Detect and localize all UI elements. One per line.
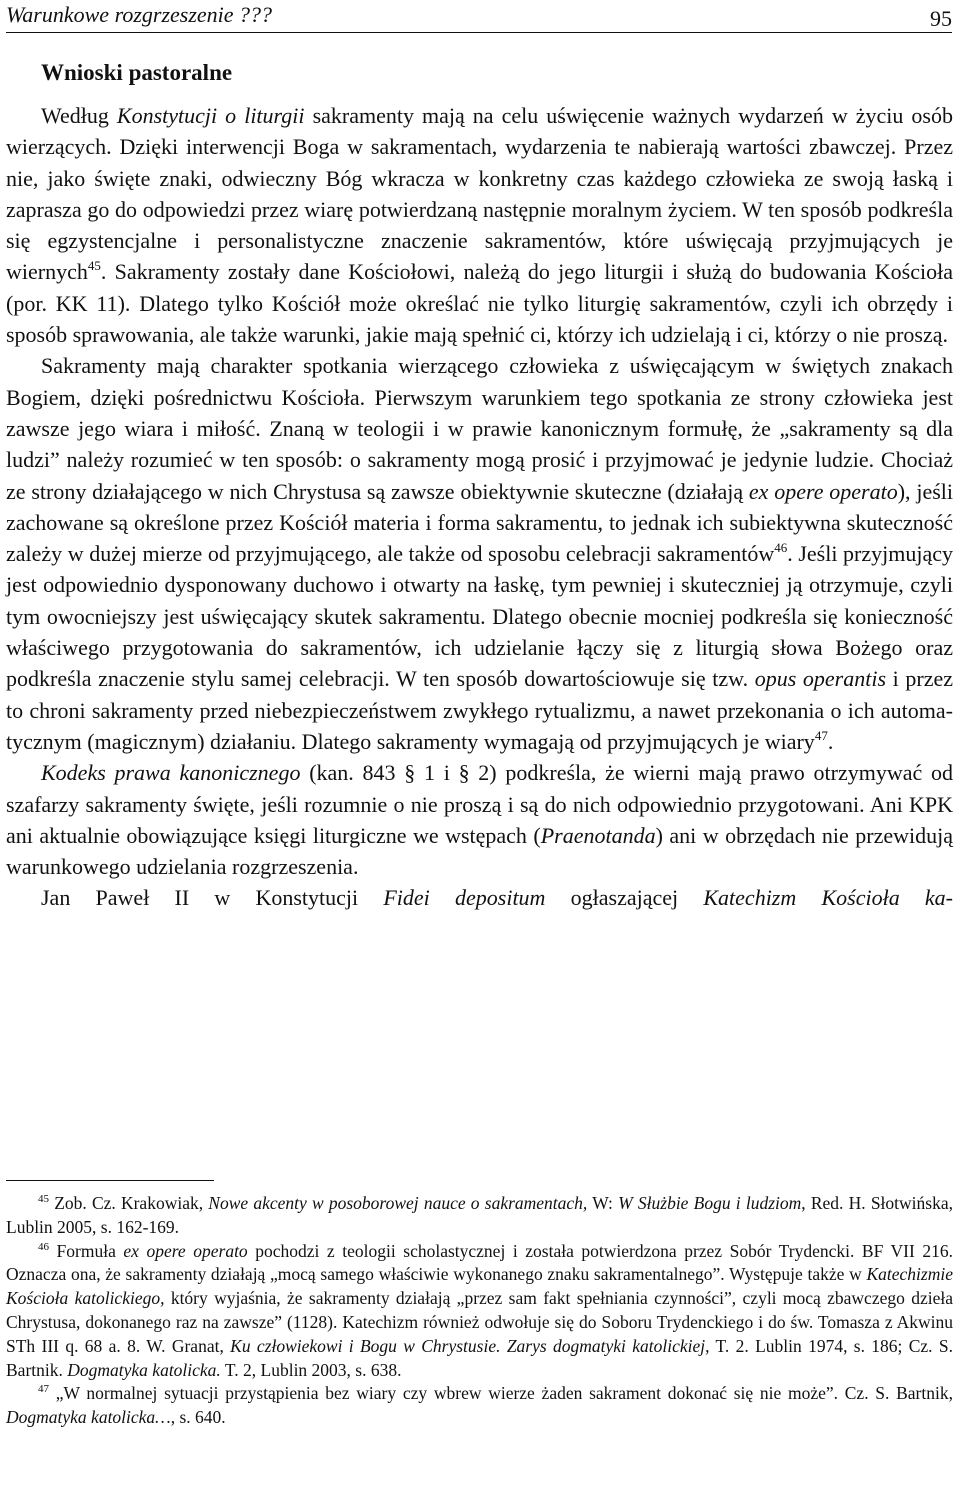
text-run: który wyjaśnia, że sakramenty działają „przez sam fakt spełniania czynności”, czyli mocą zbawczego dzieła Chrystusa, dokonanego raz na zawsze” (1128). Katechizm również odwołuje się do Soboru Trydenckiego i do św. Tomasza z Akwinu STh III q. 68 a. 8. W. Granat, xyxy=(6,1288,953,1356)
footnote-separator xyxy=(6,1180,214,1181)
italic-title: Konstytucji o liturgii xyxy=(116,103,305,128)
footnote-number: 46 xyxy=(38,1240,49,1253)
text-run: i przez to chroni sakramenty przed niebezpieczeństwem zwykłego rytualizmu, a nawet przekonania o ich automatycznym (magicznym) działaniu. Dlatego sakramenty wymagają od przyjmujących je wiary xyxy=(6,666,953,754)
paragraph-3 xyxy=(6,757,953,882)
text-run: Według xyxy=(41,103,117,128)
italic-title: Fidei depositum xyxy=(383,885,546,911)
page-number: 95 xyxy=(930,6,952,31)
footnotes xyxy=(6,1192,953,1430)
text-run: Formuła xyxy=(49,1240,124,1261)
footnote-number: 45 xyxy=(38,1193,49,1205)
footnote-ref-45[interactable]: 45 xyxy=(87,258,101,274)
text-run: Sakramenty mają charakter spotkania wierzącego człowieka z uświęcającym w świętych znakach Bogiem, dzięki pośrednictwu Kościoła. Pierwszym warunkiem tego spotkania ze strony człowieka jest zawsze jego wiara i miłość. Znaną w teologii i w prawie kanonicznym formułę, że „sakramenty są dla ludzi” należy rozumieć w ten sposób: o sakramenty mogą prosić i przyjmować je jedynie ludzie. Chociaż ze strony działającego w nich Chrystusa są zawsze obiektywnie skuteczne (działają xyxy=(6,353,953,504)
text-run: , Red. H. Słotwińska, Lublin 2005, s. 162-169. xyxy=(6,1193,953,1237)
text-run: . xyxy=(827,728,834,754)
italic-term: opus operantis xyxy=(754,666,887,692)
main-text xyxy=(6,100,953,914)
text-run: . Jeśli przyjmujący jest odpowiednio dysponowany duchowo i otwarty na łaskę, tym pewniej i skuteczniej ją otrzymuje, czyli tym owocniejszy jest uświęcający skutek sakramentu. Dlatego obecnie mocniej podkreśla się konieczność właściwego przygotowania do sakramentów, ich udzielanie łączy się z liturgią słowa Bożego oraz podkreśla znaczenie stylu samej celebracji. W ten sposób dowartościowuje się tzw. xyxy=(6,541,954,692)
text-run: ogłaszającej xyxy=(545,885,704,911)
footnote-45 xyxy=(6,1192,953,1240)
italic-term: Praenotanda xyxy=(540,822,656,848)
footnote-46 xyxy=(6,1240,953,1383)
paragraph-2 xyxy=(6,350,953,757)
italic-title: W Służbie Bogu i ludziom xyxy=(618,1193,802,1213)
text-run: „W normalnej sytuacji przystąpienia bez wiary czy wbrew wierze żaden sakrament dokonać się nie może”. Cz. S. Bartnik, xyxy=(49,1383,953,1404)
italic-title: Katechizmie Kościoła katolickiego, xyxy=(6,1264,953,1309)
text-run: ), jeśli zachowane są określone przez Kościół materia i forma sakramentu, to jednak ich subiektywna skuteczność zależy w dużej mierze od przyjmującego, ale także od sposobu celebracji sakramentów xyxy=(6,478,953,567)
footnote-47 xyxy=(6,1382,953,1430)
italic-title: Katechizm Kościoła ka- xyxy=(703,885,953,911)
running-title: Warunkowe rozgrzeszenie ??? xyxy=(6,2,273,27)
footnote-ref-47[interactable]: 47 xyxy=(814,727,828,743)
text-run: (kan. 843 § 1 i § 2) podkreśla, że wierni mają prawo otrzymywać od szafarzy sakramenty święte, jeśli rozumnie o nie proszą i są do nich odpowiednio przygotowani. Ani KPK ani aktualnie obowiązujące księgi liturgiczne we wstępach ( xyxy=(6,760,954,848)
text-run: sakramenty mają na celu uświęcenie ważnych wydarzeń w życiu osób wierzących. Dzięki interwencji Boga w sakramentach, wydarzenia te nabierają wartości zbawczej. Przez nie, jako święte znaki, odwieczny Bóg wkracza w konkretny czas każdego człowieka ze swoją łaską i zaprasza go do odpowiedzi przez wiarę potwierdzaną następnie moralnym życiem. W ten sposób podkreśla się egzystencjalne i personalistyczne znaczenie sakramentów, które uświęcają przyjmujących je wiernych xyxy=(6,103,953,285)
italic-title: Ku człowiekowi i Bogu w Chrystusie. Zarys dogmatyki katolickiej xyxy=(230,1335,706,1356)
italic-term: ex opere operato xyxy=(123,1240,248,1261)
italic-title: Nowe akcenty w posoborowej nauce o sakramentach, xyxy=(208,1193,588,1213)
footnote-number: 47 xyxy=(38,1383,49,1396)
text-run: Zob. Cz. Krakowiak, xyxy=(49,1193,209,1213)
footnote-ref-46[interactable]: 46 xyxy=(774,540,788,556)
text-run: Jan Paweł II w Konstytucji xyxy=(41,885,384,911)
paragraph-1 xyxy=(6,100,953,350)
text-run: , T. 2. Lublin 1974, s. 186; Cz. S. Bartnik. xyxy=(6,1335,953,1380)
text-run: . Sakramenty zostały dane Kościołowi, należą do jego liturgii i służą do budowania Kościoła (por. KK 11). Dlatego tylko Kościół może określać nie tylko liturgię sakramentów, czyli ich obrzędy i sposób sprawowania, ale także warunki, jakie mają spełnić ci, którzy ich udzielają i ci, którzy o nie proszą. xyxy=(6,259,953,348)
italic-title: Kodeks prawa kanonicznego xyxy=(41,760,301,786)
text-run: ) ani w obrzędach nie przewidują warunkowego udzielania rozgrzeszenia. xyxy=(6,822,953,880)
text-run: T. 2, Lublin 2003, s. 638. xyxy=(220,1359,402,1380)
italic-title: Dogmatyka katolicka. xyxy=(67,1359,221,1380)
text-run: W: xyxy=(587,1193,619,1213)
italic-term: ex opere operato xyxy=(748,478,898,504)
text-run: pochodzi z teologii scholastycznej i została potwierdzona przez Sobór Trydencki. BF VII 216. Oznacza ona, że sakramenty działają „mocą samego właściwie wykonanego znaku sakramentalnego”. Występuje także w xyxy=(6,1240,954,1285)
section-heading: Wnioski pastoralne xyxy=(41,60,233,85)
text-run: , s. 640. xyxy=(170,1407,226,1428)
paragraph-4 xyxy=(6,882,953,913)
italic-title: Dogmatyka katolicka… xyxy=(6,1407,171,1428)
running-header xyxy=(6,2,952,33)
